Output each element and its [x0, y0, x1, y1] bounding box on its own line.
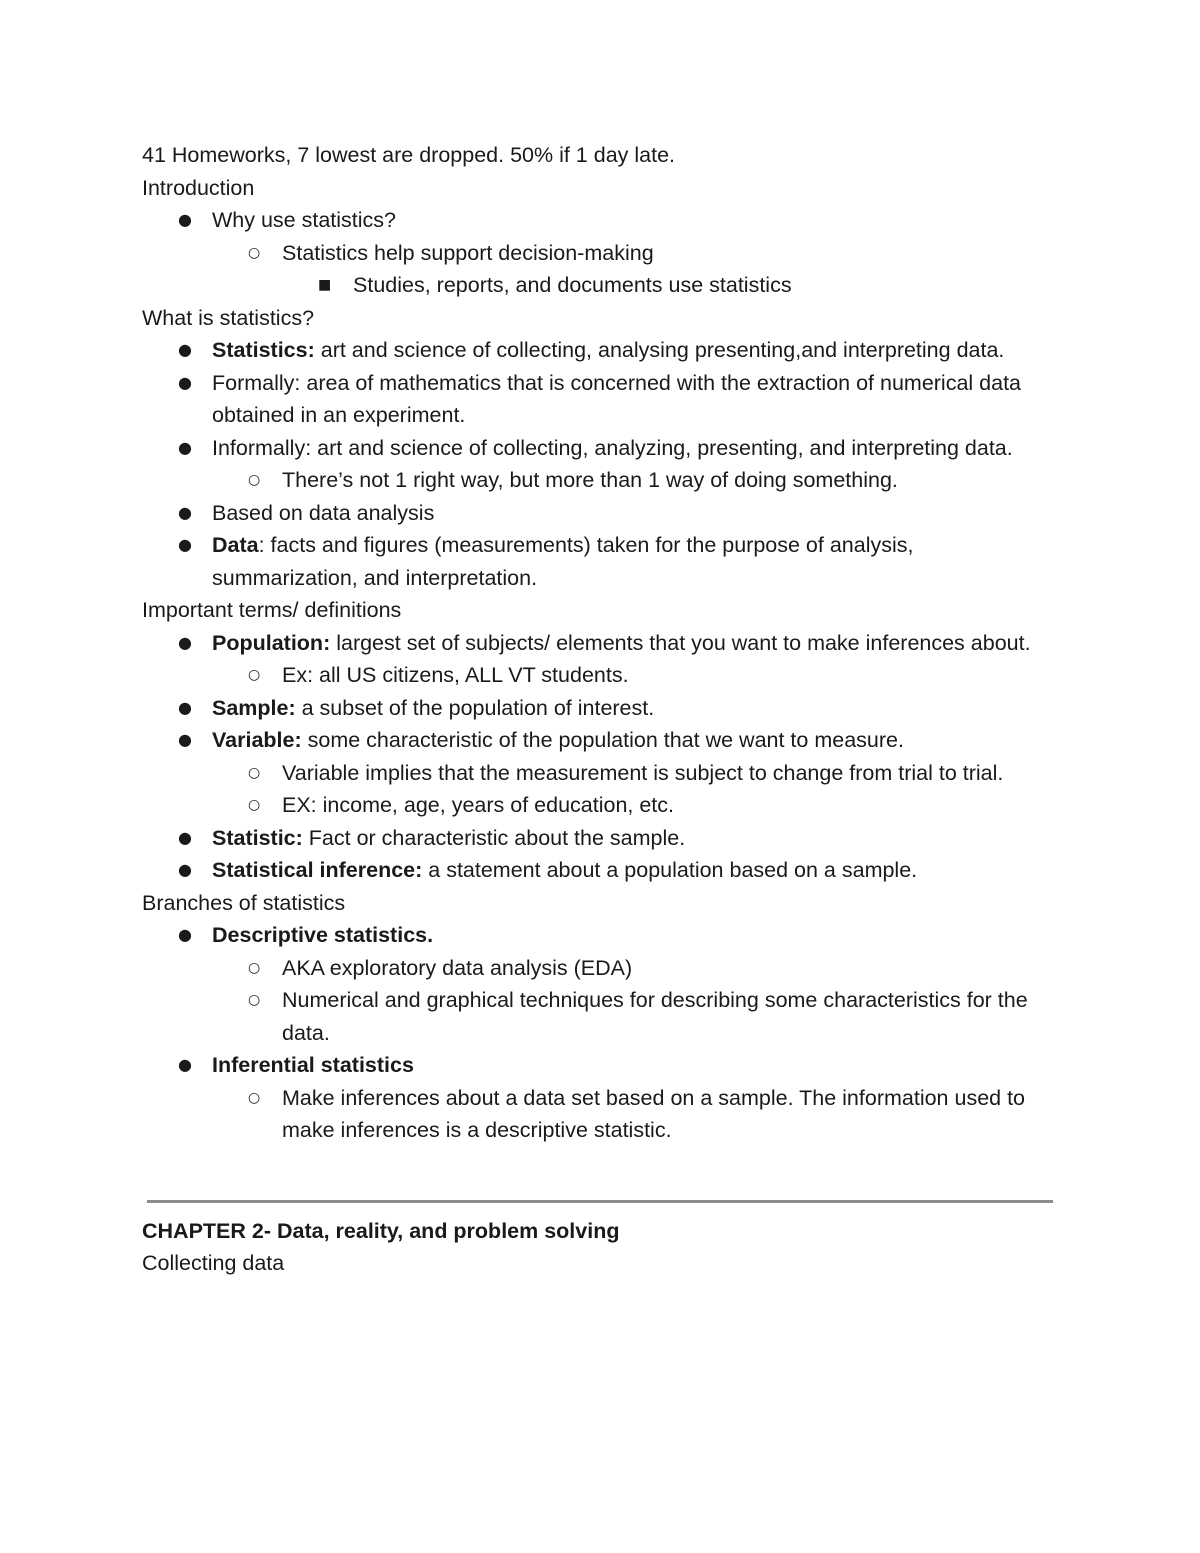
- hollow-circle-bullet-icon: ○: [248, 797, 261, 813]
- horizontal-rule: [147, 1200, 1053, 1203]
- list-item: ● Statistic: Fact or characteristic about the sample.: [142, 822, 1062, 855]
- branches-list: [142, 919, 1062, 1147]
- term-label: Sample:: [212, 695, 296, 720]
- hollow-circle-bullet-icon: ○: [248, 1089, 261, 1106]
- chapter-heading: CHAPTER 2- Data, reality, and problem solving: [142, 1218, 620, 1243]
- filled-circle-bullet-icon: ●: [178, 730, 192, 749]
- list-item: ■ Studies, reports, and documents use statistics: [142, 269, 1062, 302]
- filled-circle-bullet-icon: ●: [178, 437, 192, 457]
- list-item: ○ AKA exploratory data analysis (EDA): [142, 952, 1062, 985]
- list-item: ● Variable: some characteristic of the population that we want to measure.: [142, 724, 1062, 757]
- term-label: Descriptive statistics.: [212, 923, 434, 947]
- section-heading-what-is: What is statistics?: [142, 305, 315, 330]
- filled-circle-bullet-icon: ●: [178, 1055, 192, 1074]
- list-item: ○ Variable implies that the measurement is subject to change from trial to trial.: [142, 757, 1062, 790]
- section-heading-branches: Branches of statistics: [142, 890, 346, 915]
- list-item: ○ Statistics help support decision-making: [142, 237, 1062, 270]
- document-page: [142, 139, 1062, 1280]
- filled-circle-bullet-icon: ●: [178, 502, 192, 522]
- section-heading-introduction: Introduction: [142, 175, 255, 200]
- term-label: Population:: [212, 630, 331, 655]
- list-item: ● Formally: area of mathematics that is concerned with the extraction of numerical data obtained in an experiment.: [142, 367, 1062, 432]
- list-item: ○ EX: income, age, years of education, etc.: [142, 789, 1062, 822]
- filled-circle-bullet-icon: ●: [178, 697, 192, 717]
- hollow-circle-bullet-icon: ○: [248, 667, 261, 683]
- list-item: ● Why use statistics?: [142, 204, 1062, 237]
- hollow-circle-bullet-icon: ○: [248, 992, 261, 1008]
- filled-circle-bullet-icon: ●: [178, 925, 192, 944]
- filled-circle-bullet-icon: ●: [178, 210, 192, 229]
- list-item: ● Population: largest set of subjects/ elements that you want to make inferences about.: [142, 627, 1062, 660]
- filled-circle-bullet-icon: ●: [178, 535, 192, 554]
- hollow-circle-bullet-icon: ○: [248, 764, 261, 781]
- square-bullet-icon: ■: [318, 277, 332, 293]
- hollow-circle-bullet-icon: ○: [248, 244, 261, 261]
- filled-circle-bullet-icon: ●: [178, 827, 192, 847]
- term-label: Statistics:: [212, 338, 315, 362]
- section-heading-terms: Important terms/ definitions: [142, 598, 402, 622]
- list-item: ● Based on data analysis: [142, 497, 1062, 530]
- list-item: ● Informally: art and science of collecting, analyzing, presenting, and interpreting data.: [142, 432, 1062, 465]
- introduction-list: [142, 204, 1062, 302]
- filled-circle-bullet-icon: ●: [178, 860, 192, 879]
- hollow-circle-bullet-icon: ○: [248, 959, 261, 976]
- list-item: ○ Make inferences about a data set based on a sample. The information used to make inferences is a descriptive statistic.: [142, 1082, 1062, 1147]
- term-label: Statistic:: [212, 825, 303, 850]
- hollow-circle-bullet-icon: ○: [248, 472, 261, 488]
- what-is-list: [142, 334, 1062, 594]
- terms-list: [142, 627, 1062, 887]
- list-item: [142, 1049, 1062, 1082]
- list-item: ● Statistical inference: a statement about a population based on a sample.: [142, 854, 1062, 887]
- list-item: ○ There’s not 1 right way, but more than 1 way of doing something.: [142, 464, 1062, 497]
- term-label: Variable:: [212, 728, 302, 752]
- chapter-subheading: Collecting data: [142, 1251, 285, 1275]
- filled-circle-bullet-icon: ●: [178, 632, 192, 652]
- term-label: Statistical inference:: [212, 858, 423, 882]
- list-item: ● Data: facts and figures (measurements) taken for the purpose of analysis, summarization, and interpretation.: [142, 529, 1062, 594]
- list-item: ● Sample: a subset of the population of interest.: [142, 692, 1062, 725]
- term-label: Inferential statistics: [212, 1053, 414, 1077]
- list-item: ○ Ex: all US citizens, ALL VT students.: [142, 659, 1062, 692]
- list-item: ● Statistics: art and science of collecting, analysing presenting,and interpreting data.: [142, 334, 1062, 367]
- list-item: [142, 919, 1062, 952]
- blank-line: [142, 1147, 1062, 1180]
- term-label: Data: [212, 533, 259, 557]
- list-item: ○ Numerical and graphical techniques for describing some characteristics for the data.: [142, 984, 1062, 1049]
- filled-circle-bullet-icon: ●: [178, 340, 192, 359]
- intro-line: 41 Homeworks, 7 lowest are dropped. 50% if 1 day late.: [142, 143, 676, 167]
- filled-circle-bullet-icon: ●: [178, 372, 192, 392]
